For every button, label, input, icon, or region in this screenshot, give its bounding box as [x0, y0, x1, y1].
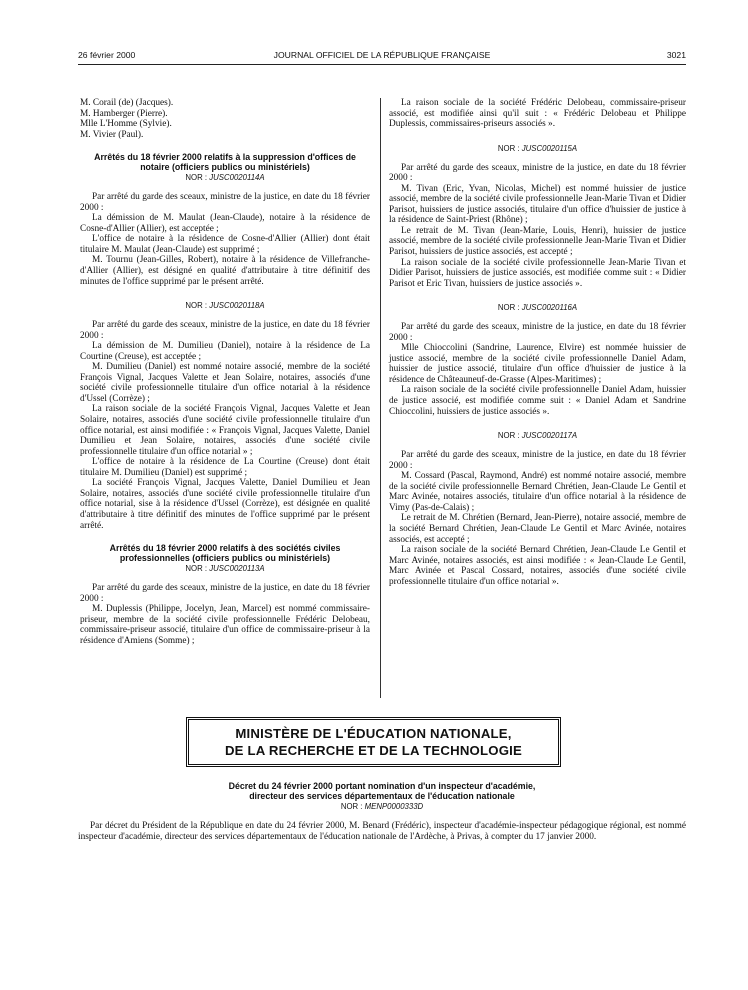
paragraph: L'office de notaire à la résidence de La Courtine (Creuse) dont était titulaire M. Dumilieu (Daniel) est supprimé ;	[80, 457, 370, 478]
paragraph: La raison sociale de la société Bernard Chrétien, Jean-Claude Le Gentil et Marc Avinée, notaires associés, est ainsi modifiée : « Jean-Claude Le Gentil, Marc Avinée et Pascal Cossard, notaires, associés d'une société civile professionnelle titulaire d'un office notarial ».	[389, 545, 686, 587]
decree-title-line: Décret du 24 février 2000 portant nomination d'un inspecteur d'académie,	[228, 781, 536, 791]
paragraph: Par arrêté du garde des sceaux, ministre de la justice, en date du 18 février 2000 :	[80, 320, 370, 341]
right-column	[389, 98, 686, 587]
nor-code: JUSC0020117A	[521, 431, 578, 441]
nor-reference	[389, 144, 686, 154]
nor-code: JUSC0020116A	[521, 303, 578, 313]
header-date: 26 février 2000	[78, 50, 136, 60]
ministry-line: MINISTÈRE DE L'ÉDUCATION NATIONALE,	[235, 726, 512, 741]
decree-title-line: directeur des services départementaux de l'éducation nationale	[249, 791, 515, 801]
paragraph: M. Dumilieu (Daniel) est nommé notaire associé, membre de la société François Vignal, Jacques Valette et Jean Solaire, notaires, associés d'une société civile professionnelle titulaire d'un office notarial à la résidence d'Ussel (Corrèze) ;	[80, 362, 370, 404]
section-title: Arrêtés du 18 février 2000 relatifs à des sociétés civiles professionnelles (officiers publics ou ministériels)	[109, 543, 341, 564]
name-item: M. Corail (de) (Jacques).	[80, 98, 174, 108]
nor-code: JUSC0020114A	[209, 173, 265, 183]
paragraph: Par arrêté du garde des sceaux, ministre de la justice, en date du 18 février 2000 :	[80, 192, 370, 213]
paragraph: Le retrait de M. Chrétien (Bernard, Jean-Pierre), notaire associé, membre de la société Bernard Chrétien, Jean-Claude Le Gentil et Marc Avinée, notaires associés, est accepté ;	[389, 513, 686, 545]
name-list	[80, 98, 370, 140]
decree-text: Par décret du Président de la République en date du 24 février 2000, M. Benard (Frédéric), inspecteur d'académie-inspecteur pédagogique régional, est nommé inspecteur d'académie, directeur des services départementaux de l'éducation nationale de l'Ardèche, à Privas, à compter du 17 janvier 2000.	[78, 821, 686, 842]
paragraph: La raison sociale de la société civile professionnelle Daniel Adam, huissier de justice associé, est modifiée comme suit : « Daniel Adam et Sandrine Chioccolini, huissiers de justice associés ».	[389, 385, 686, 417]
paragraph: Par arrêté du garde des sceaux, ministre de la justice, en date du 18 février 2000 :	[80, 583, 370, 604]
nor-label: NOR :	[497, 303, 520, 313]
nor-label: NOR :	[340, 802, 363, 811]
nor-reference	[78, 802, 686, 812]
paragraph: La démission de M. Dumilieu (Daniel), notaire à la résidence de La Courtine (Creuse), est acceptée ;	[80, 341, 370, 362]
paragraph: M. Duplessis (Philippe, Jocelyn, Jean, Marcel) est nommé commissaire-priseur, membre de la société civile professionnelle Frédéric Delobeau, commissaire-priseur associé, titulaire d'un office de commissaire-priseur à la résidence d'Amiens (Somme) ;	[80, 604, 370, 646]
nor-code: JUSC0020115A	[521, 143, 578, 153]
ministry-heading-box	[186, 717, 561, 767]
paragraph: La raison sociale de la société civile professionnelle Jean-Marie Tivan et Didier Parisot, huissiers de justice associés, est modifiée comme suit : « Didier Parisot et Eric Tivan, huissiers de justice associés ».	[389, 257, 686, 289]
nor-reference	[80, 301, 370, 311]
name-item: M. Vivier (Paul).	[80, 129, 144, 140]
nor-reference	[389, 303, 686, 313]
page-header	[78, 50, 686, 64]
paragraph: Mlle Chioccolini (Sandrine, Laurence, Elvire) est nommée huissier de justice associé, membre de la société civile professionnelle Daniel Adam, huissier de justice associé, titulaire d'un office d'huissier de justice à la résidence de Châteauneuf-de-Grasse (Alpes-Maritimes) ;	[389, 343, 686, 385]
decree-section	[78, 781, 686, 842]
header-rule	[78, 64, 686, 65]
name-item: Mlle L'Homme (Sylvie).	[80, 119, 172, 130]
paragraph: La société François Vignal, Jacques Valette, Daniel Dumilieu et Jean Solaire, notaires, associés d'une société civile professionnelle titulaire d'un office notarial, sise à la résidence d'Ussel (Corrèze), est désignée en qualité d'attributaire à titre définitif des minutes de l'office supprimé par le présent arrêté.	[80, 478, 370, 531]
header-title: JOURNAL OFFICIEL DE LA RÉPUBLIQUE FRANÇAISE	[273, 50, 491, 60]
ministry-line: DE LA RECHERCHE ET DE LA TECHNOLOGIE	[224, 742, 523, 758]
left-column	[80, 98, 370, 646]
nor-label: NOR :	[497, 143, 520, 153]
nor-reference	[389, 431, 686, 441]
section-title: Arrêtés du 18 février 2000 relatifs à la suppression d'offices de notaire (officiers publics ou ministériels)	[94, 152, 356, 173]
paragraph: M. Tournu (Jean-Gilles, Robert), notaire à la résidence de Villefranche-d'Allier (Allier), est désigné en qualité d'attributaire à titre définitif des minutes de l'office supprimé par le présent arrêté.	[80, 255, 370, 287]
paragraph: La raison sociale de la société Frédéric Delobeau, commissaire-priseur associé, est modifiée ainsi qu'il suit : « Frédéric Delobeau et Philippe Duplessis, commissaires-priseurs associés ».	[389, 98, 686, 130]
nor-label: NOR :	[185, 301, 208, 311]
paragraph: La raison sociale de la société François Vignal, Jacques Valette et Jean Solaire, notaires, associés d'une société civile professionnelle titulaire d'un office notarial, est ainsi modifiée : « François Vignal, Jacques Valette, Daniel Dumilieu et Jean Solaire, notaires, associés d'une société civile professionnelle titulaire d'un office notarial » ;	[80, 404, 370, 457]
name-item: M. Hamberger (Pierre).	[80, 108, 168, 119]
nor-code: JUSC0020118A	[209, 301, 265, 311]
paragraph: Le retrait de M. Tivan (Jean-Marie, Louis, Henri), huissier de justice associé, membre de la société civile professionnelle Jean-Marie Tivan et Didier Parisot, huissiers de justice associés, est accepté ;	[389, 225, 686, 258]
paragraph: Par arrêté du garde des sceaux, ministre de la justice, en date du 18 février 2000 :	[389, 162, 686, 184]
nor-label: NOR :	[497, 431, 520, 441]
page-number: 3021	[666, 50, 686, 60]
paragraph: M. Cossard (Pascal, Raymond, André) est nommé notaire associé, membre de la société civile professionnelle Bernard Chrétien, Jean-Claude Le Gentil et Marc Avinée, notaires associés, titulaire d'un office notarial à la résidence de Vimy (Pas-de-Calais) ;	[389, 471, 686, 513]
paragraph: Par arrêté du garde des sceaux, ministre de la justice, en date du 18 février 2000 :	[389, 450, 686, 471]
nor-code: MENP0000333D	[364, 802, 424, 811]
paragraph: La démission de M. Maulat (Jean-Claude), notaire à la résidence de Cosne-d'Allier (Allier), est acceptée ;	[80, 213, 370, 234]
nor-label: NOR :	[185, 564, 208, 574]
nor-reference	[80, 173, 370, 183]
nor-reference	[80, 564, 370, 574]
column-divider	[380, 98, 381, 698]
nor-label: NOR :	[185, 173, 208, 183]
nor-code: JUSC0020113A	[209, 564, 265, 574]
paragraph: M. Tivan (Eric, Yvan, Nicolas, Michel) est nommé huissier de justice associé, membre de la société civile professionnelle Jean-Marie Tivan et Didier Parisot, huissiers de justice associés, titulaire d'un office d'huissier de justice à la résidence de Saint-Priest (Rhône) ;	[389, 183, 686, 226]
decree-title	[78, 781, 686, 801]
paragraph: L'office de notaire à la résidence de Cosne-d'Allier (Allier) dont était titulaire M. Maulat (Jean-Claude) est supprimé ;	[80, 234, 370, 255]
paragraph: Par arrêté du garde des sceaux, ministre de la justice, en date du 18 février 2000 :	[389, 322, 686, 343]
